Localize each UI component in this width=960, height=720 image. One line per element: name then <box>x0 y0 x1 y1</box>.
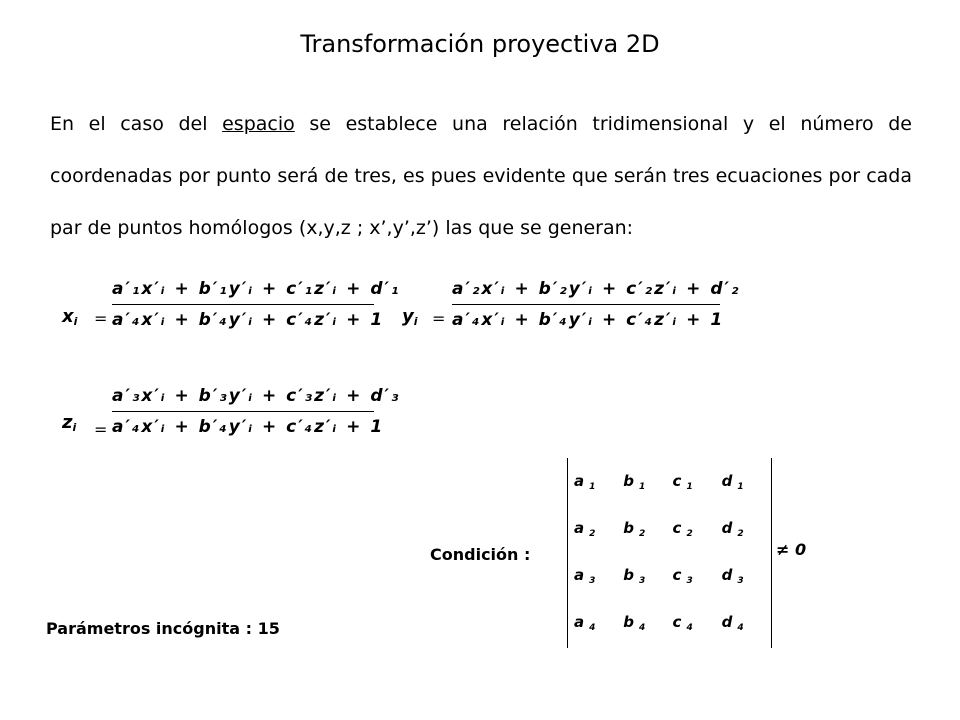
equation-x-numerator: a′₁x′ᵢ + b′₁y′ᵢ + c′₁z′ᵢ + d′₁ <box>112 279 401 299</box>
equation-y-denominator: a′₄x′ᵢ + b′₄y′ᵢ + c′₄z′ᵢ + 1 <box>452 310 725 330</box>
fraction-bar <box>112 304 374 305</box>
matrix-row <box>574 552 771 599</box>
equation-z-numerator: a′₃x′ᵢ + b′₃y′ᵢ + c′₃z′ᵢ + d′₃ <box>112 386 401 406</box>
matrix-cell: a $_1$ <box>574 471 596 492</box>
matrix-cell: d $_1$ <box>721 471 744 492</box>
equation-z-denominator: a′₄x′ᵢ + b′₄y′ᵢ + c′₄z′ᵢ + 1 <box>112 417 385 437</box>
equation-x-denominator: a′₄x′ᵢ + b′₄y′ᵢ + c′₄z′ᵢ + 1 <box>112 310 385 330</box>
x-symbol: x <box>62 306 74 327</box>
matrix-cell: c $_4$ <box>672 612 693 633</box>
z-subscript: i <box>72 421 77 434</box>
equation-y-fraction <box>452 279 741 330</box>
z-symbol: z <box>62 412 73 433</box>
equation-z-fraction <box>112 386 401 437</box>
matrix-cell: b $_3$ <box>623 565 646 586</box>
matrix-cell: a $_3$ <box>574 565 596 586</box>
matrix-cell: b $_1$ <box>623 471 646 492</box>
equation-y-equals: = <box>432 309 446 328</box>
equation-z-equals: = <box>94 420 108 439</box>
matrix-cell: b $_4$ <box>623 612 646 633</box>
espacio-link[interactable]: espacio <box>222 113 295 135</box>
y-symbol: y <box>402 306 414 327</box>
x-subscript: i <box>73 315 78 328</box>
matrix-row <box>574 505 771 552</box>
intro-paragraph <box>50 98 912 254</box>
matrix-cell: b $_2$ <box>623 518 646 539</box>
matrix-table <box>574 458 771 646</box>
matrix-cell: c $_1$ <box>672 471 693 492</box>
condition-label: Condición : <box>430 545 531 564</box>
page-title: Transformación proyectiva 2D <box>300 30 660 58</box>
matrix-cell: a $_2$ <box>574 518 596 539</box>
equation-x-fraction <box>112 279 401 330</box>
matrix-row <box>574 458 771 505</box>
matrix-cell: c $_3$ <box>672 565 693 586</box>
paragraph-text-start: En el caso del <box>50 113 223 135</box>
matrix-cell: d $_4$ <box>721 612 744 633</box>
matrix-cell: c $_2$ <box>672 518 693 539</box>
unknown-parameters: Parámetros incógnita : 15 <box>46 619 280 638</box>
y-subscript: i <box>413 315 418 328</box>
paragraph-text-end: se establece una relación tridimensional y el número de coordenadas por punto será de tres, es pues evidente que serán tres ecuaciones por cada par de puntos homólogos (x,y,z ; x’,y’,z’) las que se generan: <box>50 113 912 239</box>
equation-x-lhs <box>62 306 77 328</box>
determinant-matrix <box>567 458 772 648</box>
matrix-cell: d $_2$ <box>721 518 744 539</box>
equation-y-numerator: a′₂x′ᵢ + b′₂y′ᵢ + c′₂z′ᵢ + d′₂ <box>452 279 741 299</box>
matrix-cell: d $_3$ <box>721 565 744 586</box>
fraction-bar <box>452 304 720 305</box>
fraction-bar <box>112 411 374 412</box>
matrix-row <box>574 599 771 646</box>
equation-y-lhs <box>402 306 418 328</box>
matrix-cell: a $_4$ <box>574 612 596 633</box>
not-equal-zero: ≠ 0 <box>776 540 807 559</box>
equation-x-equals: = <box>94 309 108 328</box>
equation-z-lhs <box>62 412 76 434</box>
